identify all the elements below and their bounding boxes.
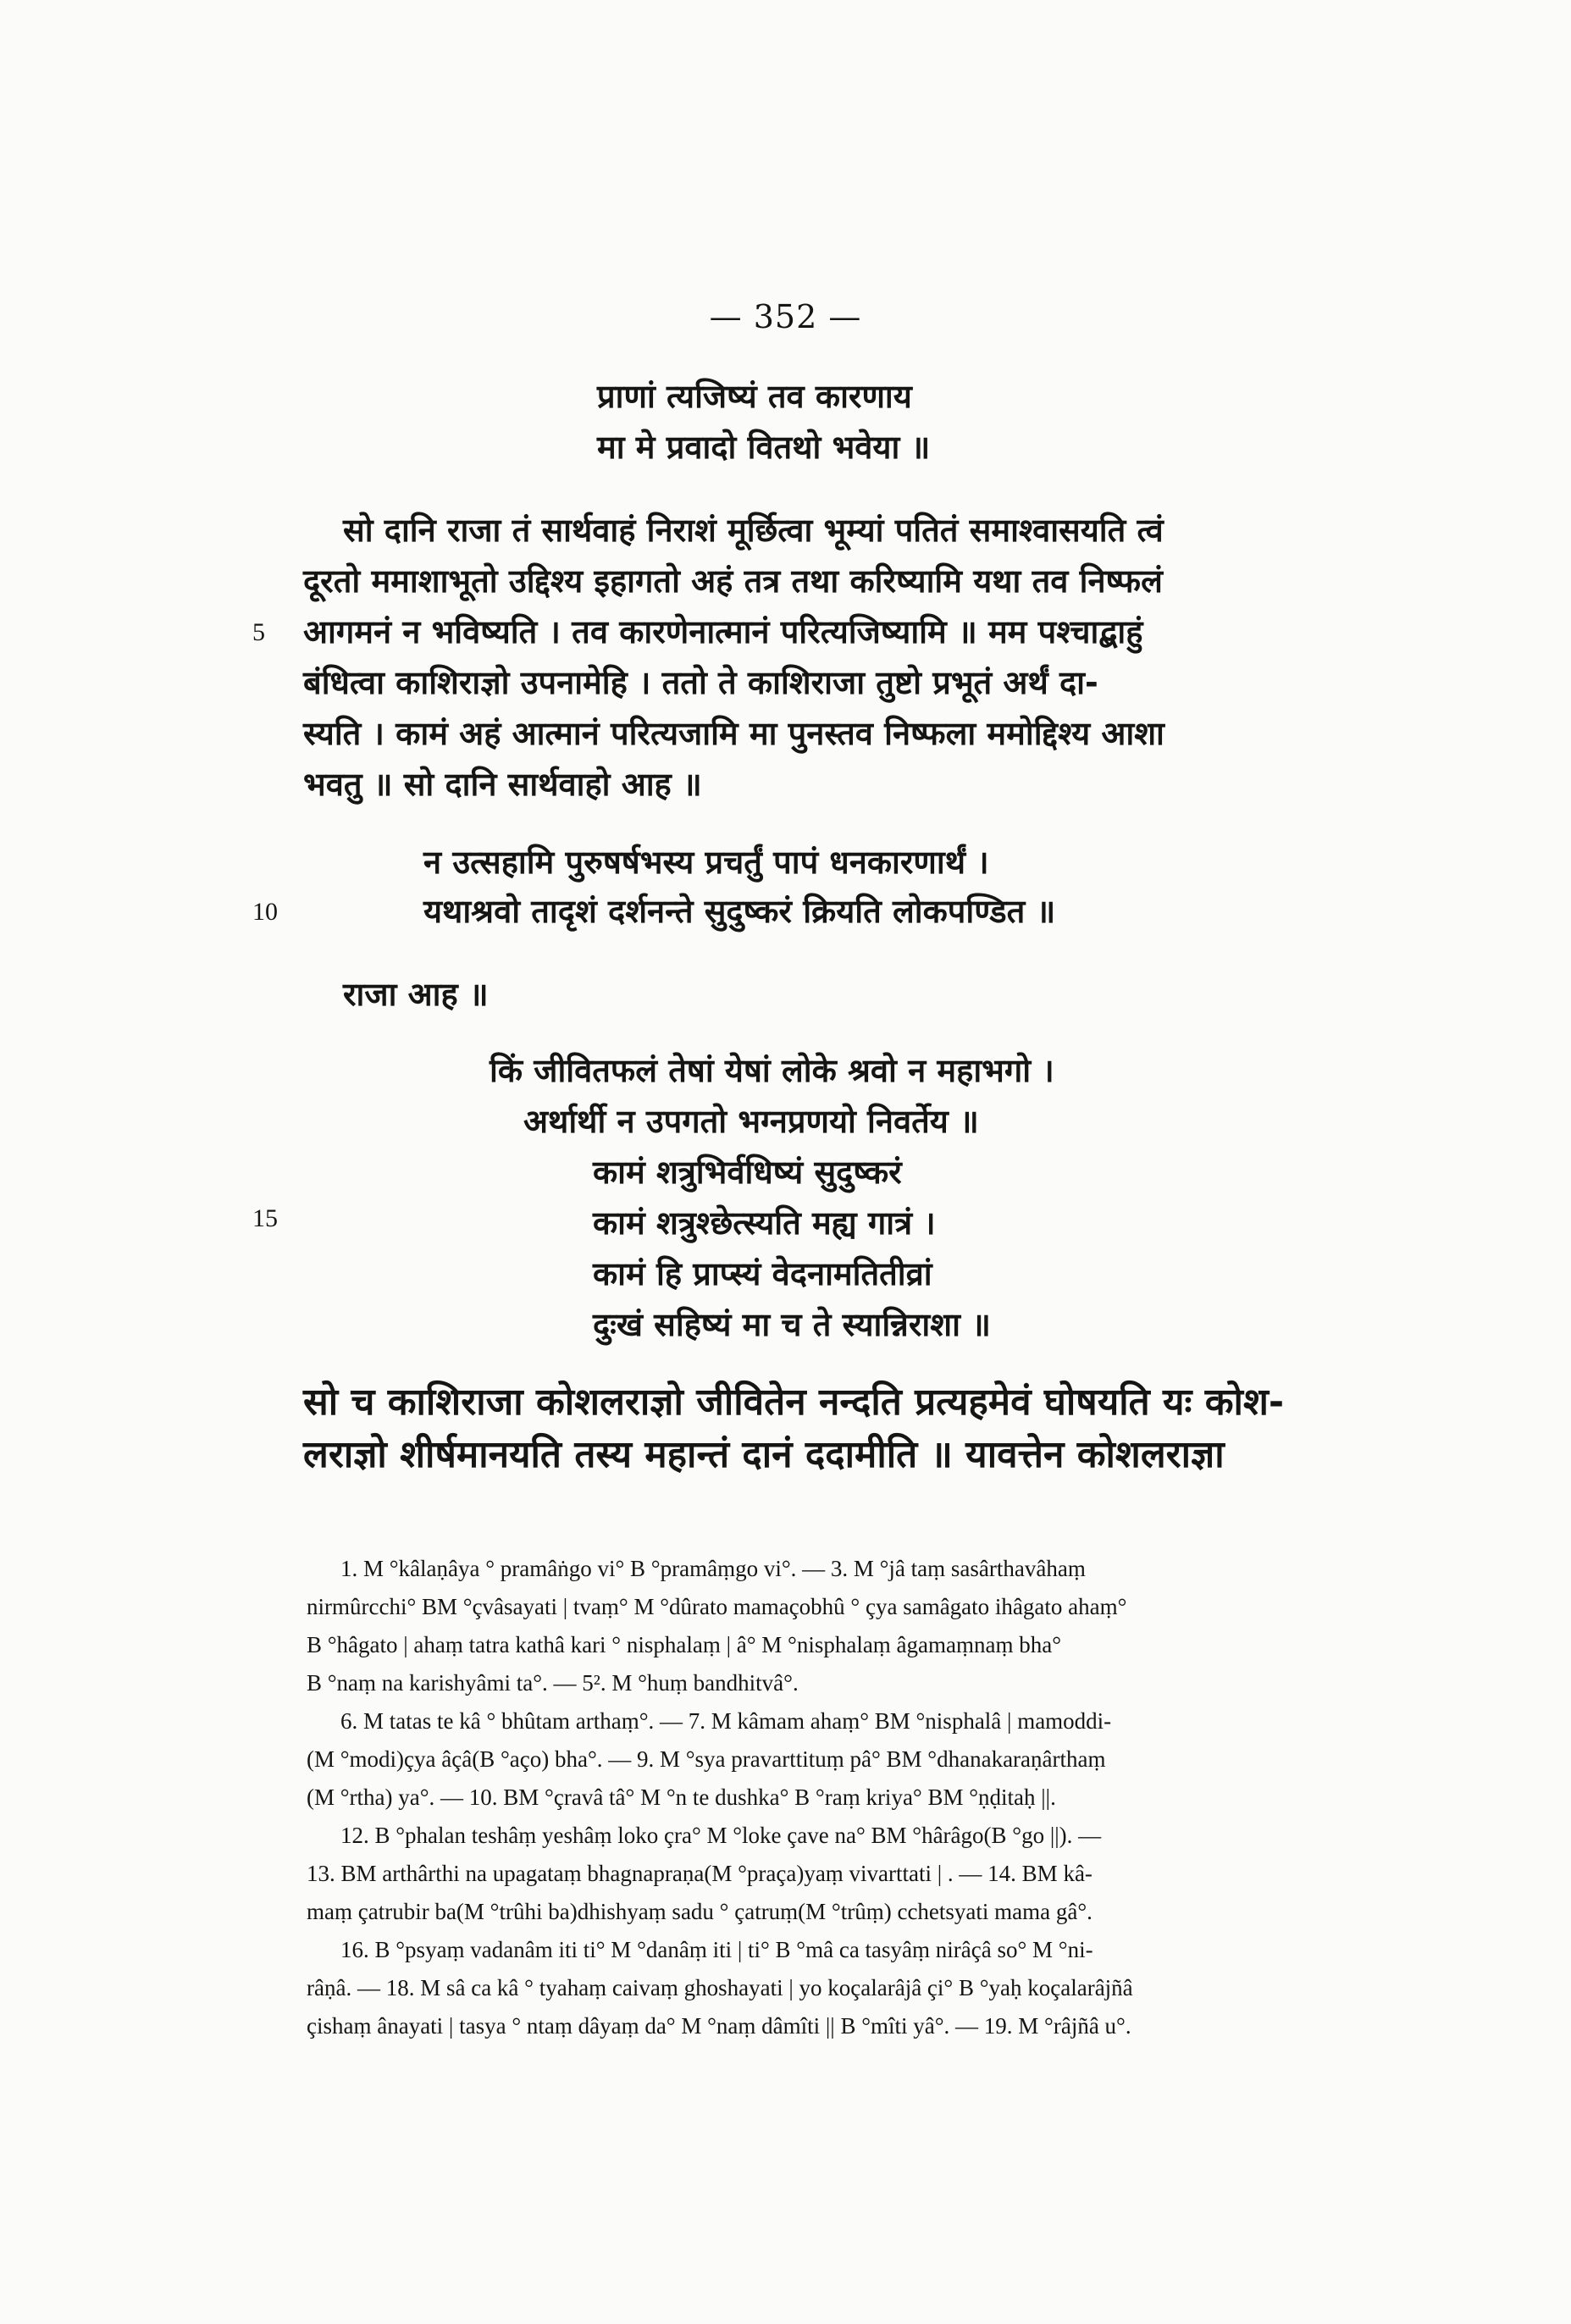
page-number: — 352 —	[709, 298, 862, 335]
footnote-line: 13. BM arthârthi na upagataṃ bhagnapraṇa(M °praça)yaṃ vivarttati | . — 14. BM kâ-	[307, 1861, 1093, 1886]
footnote-line: B °naṃ na karishyâmi ta°. — 5². M °huṃ bandhitvâ°.	[307, 1670, 799, 1696]
line-number: 15	[252, 1204, 278, 1232]
verse-line: कामं शत्रुश्छेत्स्यति मह्य गात्रं ।	[593, 1204, 936, 1242]
verse-line: कामं हि प्राप्स्यं वेदनामतितीव्रां	[593, 1255, 932, 1292]
verse-line: कामं शत्रुभिर्वधिष्यं सुदुष्करं	[593, 1154, 902, 1191]
prose-line: बंधित्वा काशिराज्ञो उपनामेहि । ततो ते काशिराजा तुष्टो प्रभूतं अर्थं दा-	[303, 664, 1098, 701]
footnote-line: B °hâgato | ahaṃ tatra kathâ kari ° nisphalaṃ | â° M °nisphalaṃ âgamaṃnaṃ bha°	[307, 1632, 1062, 1657]
footnote-line: 16. B °psyaṃ vadanâm iti ti° M °danâṃ iti | ti° B °mâ ca tasyâṃ nirâçâ so° M °ni-	[340, 1937, 1093, 1962]
speaker-line: राजा आह ॥	[343, 976, 489, 1013]
verse-line: दुःखं सहिष्यं मा च ते स्यान्निराशा ॥	[593, 1306, 991, 1343]
footnote-line: 1. M °kâlaṇâya ° pramâṅgo vi° B °pramâṃgo vi°. — 3. M °jâ taṃ sasârthavâhaṃ	[340, 1556, 1086, 1581]
line-number: 10	[252, 898, 278, 926]
verse-line: अर्थार्थी न उपगतो भग्नप्रणयो निवर्तेय ॥	[523, 1103, 979, 1140]
prose-line: लराज्ञो शीर्षमानयति तस्य महान्तं दानं ददामीति ॥ यावत्तेन कोशलराज्ञा	[303, 1433, 1225, 1476]
prose-line: आगमनं न भविष्यति । तव कारणेनात्मानं परित्यजिष्यामि ॥ मम पश्चाद्बाहुं	[303, 613, 1143, 650]
verse-line: प्राणां त्यजिष्यं तव कारणाय	[597, 378, 912, 415]
verse-line: न उत्सहामि पुरुषर्षभस्य प्रचर्तुं पापं धनकारणार्थं ।	[423, 844, 989, 881]
footnote-line: (M °modi)çya âçâ(B °aço) bha°. — 9. M °sya pravarttituṃ pâ° BM °dhanakaraṇârthaṃ	[307, 1746, 1106, 1772]
footnote-line: (M °rtha) ya°. — 10. BM °çravâ tâ° M °n te dushka° B °raṃ kriya° BM °ṇḍitaḥ ||.	[307, 1784, 1056, 1810]
prose-line: भवतु ॥ सो दानि सार्थवाहो आह ॥	[303, 766, 702, 803]
footnote-line: nirmûrcchi° BM °çvâsayati | tvaṃ° M °dûrato mamaçobhû ° çya samâgato ihâgato ahaṃ°	[307, 1594, 1127, 1619]
verse-line: यथाश्रवो तादृशं दर्शनन्ते सुदुष्करं क्रियति लोकपण्डित ॥	[423, 893, 1056, 930]
footnote-line: 12. B °phalan teshâṃ yeshâṃ loko çra° M °loke çave na° BM °hârâgo(B °go ||). —	[340, 1823, 1102, 1848]
prose-line: स्यति । कामं अहं आत्मानं परित्यजामि मा पुनस्तव निष्फला ममोद्दिश्य आशा	[303, 715, 1164, 752]
footnote-line: 6. M tatas te kâ ° bhûtam arthaṃ°. — 7. M kâmam ahaṃ° BM °nisphalâ | mamoddi-	[340, 1708, 1112, 1734]
prose-line: सो दानि राजा तं सार्थवाहं निराशं मूर्छित्वा भूम्यां पतितं समाश्वासयति त्वं	[343, 512, 1164, 549]
line-number: 5	[252, 618, 265, 646]
verse-line: मा मे प्रवादो वितथो भवेया ॥	[597, 429, 931, 466]
footnote-line: râṇâ. — 18. M sâ ca kâ ° tyahaṃ caivaṃ ghoshayati | yo koçalarâjâ çi° B °yaḥ koçalarâjñâ	[307, 1975, 1133, 2000]
prose-line: सो च काशिराजा कोशलराज्ञो जीवितेन नन्दति प्रत्यहमेवं घोषयति यः कोश-	[303, 1381, 1285, 1424]
verse-line: किं जीवितफलं तेषां येषां लोके श्रवो न महाभगो ।	[490, 1052, 1054, 1089]
footnotes	[307, 1550, 1408, 2045]
footnote-line: maṃ çatrubir ba(M °trûhi ba)dhishyaṃ sadu ° çatruṃ(M °trûṃ) cchetsyati mama gâ°.	[307, 1899, 1093, 1924]
prose-line: दूरतो ममाशाभूतो उद्दिश्य इहागतो अहं तत्र तथा करिष्यामि यथा तव निष्फलं	[303, 562, 1163, 600]
footnote-line: çishaṃ ânayati | tasya ° ntaṃ dâyaṃ da° M °naṃ dâmîti || B °mîti yâ°. — 19. M °râjñâ u°.	[307, 2013, 1131, 2039]
